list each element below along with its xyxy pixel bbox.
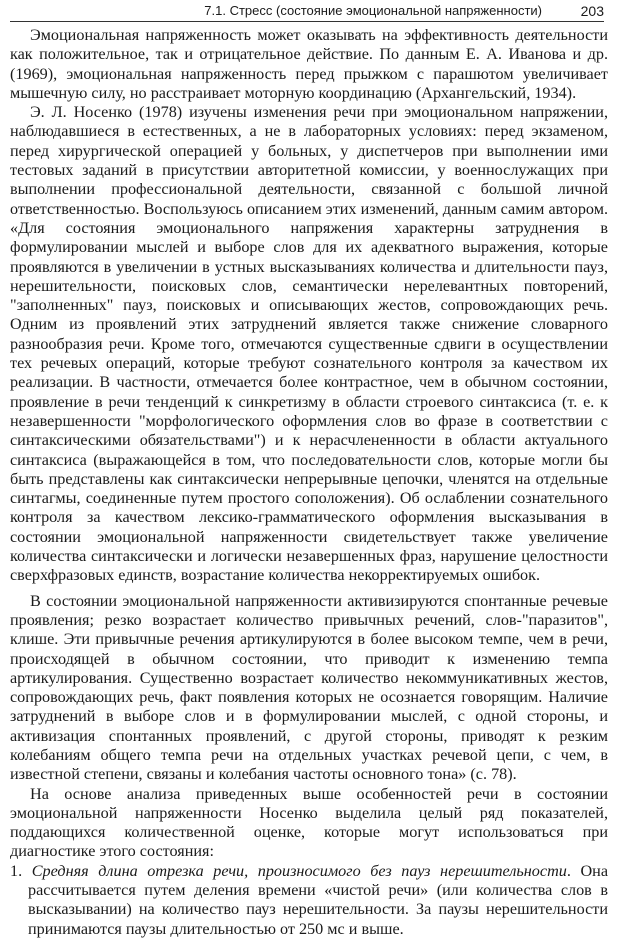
running-title: 7.1. Стресс (состояние эмоциональной напряженности) [204, 3, 542, 18]
page-number: 203 [580, 3, 604, 19]
paragraph-3: В состоянии эмоциональной напряженности активизируются спонтанные речевые проявления; резко возрастает количество привычных речений, слов-"паразитов", клише. Эти привычные речения артикулируются в более высоком темпе, чем в речи, происходящей в обычном состоянии, что приводит к изменению темпа артикулирования. Существенно возрастает количество некоммуникативных жестов, сопровождающих речь, факт появления которых не осознается говорящим. Наличие затруднений в выборе слов и в формулировании мыслей, с одной стороны, и активизация спонтанных проявлений, с другой стороны, приводят к резким колебаниям общего темпа речи на отдельных участках речевой цепи, с чем, в известной степени, связаны и колебания частоты основного тона» (с. 78). [10, 591, 608, 784]
body-text [10, 26, 608, 939]
list-item-heading: Средняя длина отрезка речи, произносимого без пауз нерешительности [31, 861, 567, 880]
list-item-1 [10, 862, 608, 939]
list-item-number: 1. [10, 861, 32, 880]
list-item-text: . Она рассчитывается путем деления времени «чистой речи» (или количества слов в высказывании) на количество пауз нерешительности. За паузы нерешительности принимаются паузы длительностью от 250 мс и выше. [28, 861, 609, 938]
paragraph-4: На основе анализа приведенных выше особенностей речи в состоянии эмоциональной напряженности Носенко выделила целый ряд показателей, поддающихся количественной оценке, которые могут использоваться при диагностике этого состояния: [10, 784, 608, 861]
paragraph-1: Эмоциональная напряженность может оказывать на эффективность деятельности как положительное, так и отрицательное действие. По данным Е. А. Иванова и др. (1969), эмоциональная напряженность перед прыжком с парашютом увеличивает мышечную силу, но расстраивает моторную координацию (Архангельский, 1934). [10, 26, 608, 102]
running-header [10, 3, 604, 22]
paragraph-2: Э. Л. Носенко (1978) изучены изменения речи при эмоциональном напряжении, наблюдавшиеся в естественных, а не в лабораторных условиях: перед экзаменом, перед хирургической операцией у больных, у диспетчеров при выполнении ими тестовых заданий в присутствии авторитетной комиссии, у военнослужащих при выполнении профессиональной деятельности, связанной с большой личной ответственностью. Воспользуюсь описанием этих изменений, данным самим автором. «Для состояния эмоционального напряжения характерны затруднения в формулировании мыслей и выборе слов для их адекватного выражения, которые проявляются в увеличении в устных высказываниях количества и длительности пауз, нерешительности, поисковых слов, семантически нерелевантных повторений, "заполненных" пауз, поисковых и описывающих жестов, сопровождающих речь. Одним из проявлений этих затруднений является также снижение словарного разнообразия речи. Кроме того, отмечаются существенные сдвиги в осуществлении тех речевых операций, которые требуют сознательного контроля за качеством их реализации. В частности, отмечается более контрастное, чем в обычном состоянии, проявление в речи тенденций к синкретизму в области строевого синтаксиса (т. е. к незавершенности "морфологического оформления слов во фразе в соответствии с синтаксическими обязательствами") и к нерасчлененности в области актуального синтаксиса (выражающейся в том, что последовательности слов, которые могли бы быть представлены как синтаксически непрерывные цепочки, членятся на отдельные синтагмы, соединенные путем простого соположения). Об ослаблении сознательного контроля за качеством лексико-грамматического оформления высказывания в состоянии эмоциональной напряженности свидетельствует также увеличение количества синтаксически и логически незавершенных фраз, нарушение целостности сверхфразовых единств, возрастание количества некорректируемых ошибок. [10, 103, 608, 585]
